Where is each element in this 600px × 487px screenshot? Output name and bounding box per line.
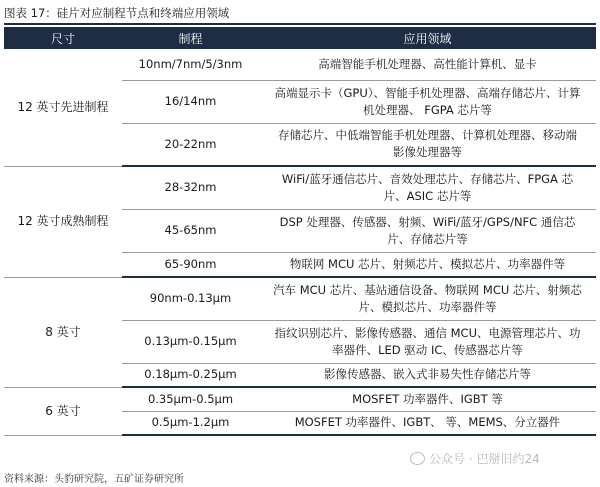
table-row: [4, 49, 596, 80]
process-cell: 0.35μm-0.5μm: [122, 387, 259, 411]
process-cell: 0.5μm-1.2μm: [122, 411, 259, 435]
wechat-watermark: [410, 450, 540, 467]
table-row: [4, 166, 596, 209]
header-process: 制程: [122, 27, 259, 49]
application-cell: 汽车 MCU 芯片、基站通信设备、物联网 MCU 芯片、射频芯片、模拟芯片、功率器件等: [259, 277, 596, 320]
application-cell: MOSFET 功率器件、IGBT、 等、MEMS、分立器件: [259, 411, 596, 435]
process-cell: 20-22nm: [122, 123, 259, 166]
application-cell: 高端显示卡（GPU）、智能手机处理器、高端存储芯片、计算机处理器、 FGPA 芯片等: [259, 80, 596, 123]
wechat-icon: [410, 452, 425, 465]
watermark-text: 公众号 · 巴掰旧约24: [429, 452, 540, 466]
process-cell: 90nm-0.13μm: [122, 277, 259, 320]
process-node-table: [4, 27, 596, 436]
application-cell: 指纹识别芯片、影像传感器、通信 MCU、电源管理芯片、功率器件、LED 驱动 IC、传感器芯片等: [259, 320, 596, 363]
size-cell: 12 英寸先进制程: [4, 49, 122, 166]
table-row: [4, 277, 596, 320]
title-divider: [4, 23, 596, 25]
application-cell: WiFi/蓝牙通信芯片、音效处理芯片、存储芯片、FPGA 芯片、ASIC 芯片等: [259, 166, 596, 209]
source-note: 资料来源：头豹研究院，五矿证券研究所: [4, 474, 184, 485]
process-cell: 45-65nm: [122, 209, 259, 252]
table-row: [4, 387, 596, 411]
process-cell: 16/14nm: [122, 80, 259, 123]
process-cell: 65-90nm: [122, 252, 259, 277]
process-cell: 10nm/7nm/5/3nm: [122, 49, 259, 80]
application-cell: 存储芯片、中低端智能手机处理器、计算机处理器、移动端影像处理器等: [259, 123, 596, 166]
size-cell: 8 英寸: [4, 277, 122, 387]
application-cell: 物联网 MCU 芯片、射频芯片、模拟芯片、功率器件等: [259, 252, 596, 277]
application-cell: 高端智能手机处理器、高性能计算机、显卡: [259, 49, 596, 80]
header-application: 应用领域: [259, 27, 596, 49]
application-cell: DSP 处理器、传感器、射频、WiFi/蓝牙/GPS/NFC 通信芯片、存储芯片等: [259, 209, 596, 252]
figure-title: 图表 17：硅片对应制程节点和终端应用领域: [4, 6, 230, 20]
size-cell: 12 英寸成熟制程: [4, 166, 122, 277]
header-size: 尺寸: [4, 27, 122, 49]
size-cell: 6 英寸: [4, 387, 122, 435]
table-header-row: [4, 27, 596, 49]
application-cell: MOSFET 功率器件、IGBT 等: [259, 387, 596, 411]
process-cell: 28-32nm: [122, 166, 259, 209]
process-cell: 0.13μm-0.15μm: [122, 320, 259, 363]
process-cell: 0.18μm-0.25μm: [122, 363, 259, 387]
application-cell: 影像传感器、嵌入式非易失性存储芯片等: [259, 363, 596, 387]
